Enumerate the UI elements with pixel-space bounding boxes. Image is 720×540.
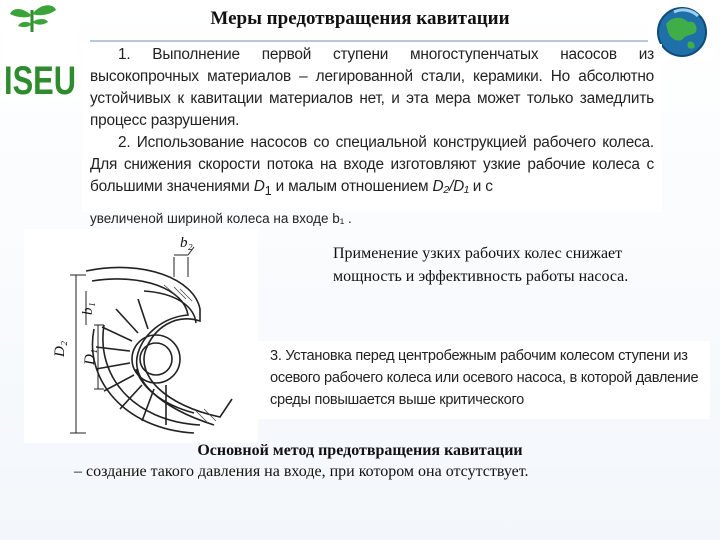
paragraph-high-strength-materials: 1. Выполнение первой ступени многоступенчатых насосов из высокопрочных материалов – легированной стали, керамики. Но абсолютно устойчивых к кавитации материалов нет, и эта мера может только замедлить процесс разрушения. bbox=[90, 46, 654, 129]
scanned-text-block-1 bbox=[82, 44, 662, 212]
iseu-logo bbox=[2, 2, 78, 103]
paragraph-special-impeller: 2. Использование насосов со специальной конструкцией рабочего колеса. Для снижения скорости потока на входе изготовляют узкие рабочие колеса с большими значениями $D_1$ и малым отношением D₂/D₁ и с bbox=[90, 134, 654, 199]
main-method-text: – создание такого давления на входе, при котором она отсутствует. bbox=[74, 463, 529, 480]
page-title: Меры предотвращения кавитации bbox=[210, 8, 510, 29]
wider-inlet-caption: увеличеной шириной колеса на входе b₁ . bbox=[90, 211, 352, 226]
label-b2: b₂ bbox=[180, 235, 193, 251]
label-D1: D₁ bbox=[82, 348, 98, 365]
logo-text: ISEU bbox=[4, 59, 76, 103]
narrow-impeller-note: Применение узких рабочих колес снижает мощность и эффективность работы насоса. bbox=[333, 245, 629, 285]
label-D2: D₂ bbox=[52, 340, 68, 357]
label-b1: b₁ bbox=[80, 302, 96, 315]
impeller-cross-section-diagram bbox=[24, 229, 258, 443]
sprout-icon bbox=[10, 5, 56, 32]
paragraph-axial-preimpeller: 3. Установка перед центробежным рабочим колесом ступени из осевого рабочего колеса или осевого насоса, в которой давление среды повышается выше критического bbox=[270, 348, 699, 408]
title-divider bbox=[90, 40, 650, 42]
scanned-text-block-3 bbox=[258, 341, 710, 419]
main-method-heading: Основной метод предотвращения кавитации bbox=[197, 442, 523, 459]
